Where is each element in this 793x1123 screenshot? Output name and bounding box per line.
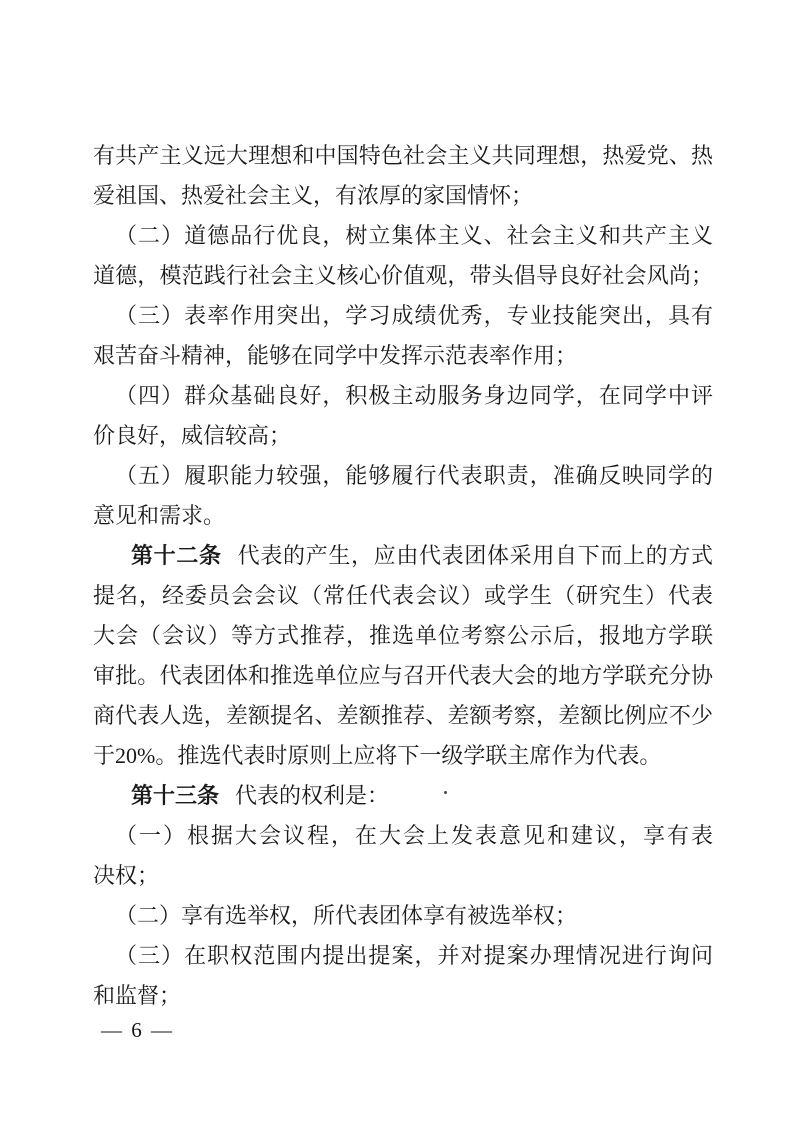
text-line xyxy=(93,536,713,576)
text-line xyxy=(93,936,713,976)
text-line xyxy=(93,456,713,496)
article-number: 第十二条 xyxy=(131,543,222,568)
text-line xyxy=(93,496,713,536)
text-line xyxy=(93,216,713,256)
text-line xyxy=(93,256,713,296)
text-segment: 和监督； xyxy=(93,983,182,1008)
text-line xyxy=(93,816,713,856)
text-segment: 爱祖国、热爱社会主义，有浓厚的家国情怀； xyxy=(93,183,534,208)
text-segment: 意见和需求。 xyxy=(93,503,226,528)
text-line xyxy=(93,976,713,1016)
text-line xyxy=(93,696,713,736)
scan-speck xyxy=(444,791,447,794)
text-segment: 艰苦奋斗精神，能够在同学中发挥示范表率作用； xyxy=(93,343,578,368)
text-line xyxy=(93,776,713,816)
text-segment: 价良好，威信较高； xyxy=(93,423,292,448)
text-segment: 代表的权利是： xyxy=(235,783,390,808)
text-line xyxy=(93,576,713,616)
document-text xyxy=(93,136,713,1016)
text-segment: 商代表人选，差额提名、差额推荐、差额考察，差额比例应不少 xyxy=(93,703,713,728)
text-line xyxy=(93,856,713,896)
text-segment: 提名，经委员会会议（常任代表会议）或学生（研究生）代表 xyxy=(93,583,713,608)
text-segment: 有共产主义远大理想和中国特色社会主义共同理想，热爱党、热 xyxy=(93,143,713,168)
text-line xyxy=(93,656,713,696)
text-segment: 于20%。推选代表时原则上应将下一级学联主席作为代表。 xyxy=(93,743,662,768)
article-number: 第十三条 xyxy=(131,783,220,808)
text-line xyxy=(93,336,713,376)
text-line xyxy=(93,176,713,216)
text-segment: 决权； xyxy=(93,863,160,888)
text-segment: （三）表率作用突出，学习成绩优秀，专业技能突出，具有 xyxy=(115,303,713,328)
text-line xyxy=(93,296,713,336)
text-segment: （一）根据大会议程，在大会上发表意见和建议，享有表 xyxy=(115,823,713,848)
text-segment: 道德，模范践行社会主义核心价值观，带头倡导良好社会风尚； xyxy=(93,263,713,288)
text-line xyxy=(93,376,713,416)
page-number: — 6 — xyxy=(101,1018,174,1042)
text-segment: （五）履职能力较强，能够履行代表职责，准确反映同学的 xyxy=(115,463,713,488)
text-segment: 代表的产生，应由代表团体采用自下而上的方式 xyxy=(237,543,713,568)
text-segment: 大会（会议）等方式推荐，推选单位考察公示后，报地方学联 xyxy=(93,623,713,648)
text-line xyxy=(93,896,713,936)
text-line xyxy=(93,616,713,656)
text-line xyxy=(93,136,713,176)
text-segment: （三）在职权范围内提出提案，并对提案办理情况进行询问 xyxy=(115,943,713,968)
text-segment: （四）群众基础良好，积极主动服务身边同学，在同学中评 xyxy=(115,383,713,408)
text-segment: （二）享有选举权，所代表团体享有被选举权； xyxy=(115,903,578,928)
text-segment: 审批。代表团体和推选单位应与召开代表大会的地方学联充分协 xyxy=(93,663,713,688)
text-line xyxy=(93,736,713,776)
text-segment: （二）道德品行优良，树立集体主义、社会主义和共产主义 xyxy=(115,223,713,248)
text-line xyxy=(93,416,713,456)
